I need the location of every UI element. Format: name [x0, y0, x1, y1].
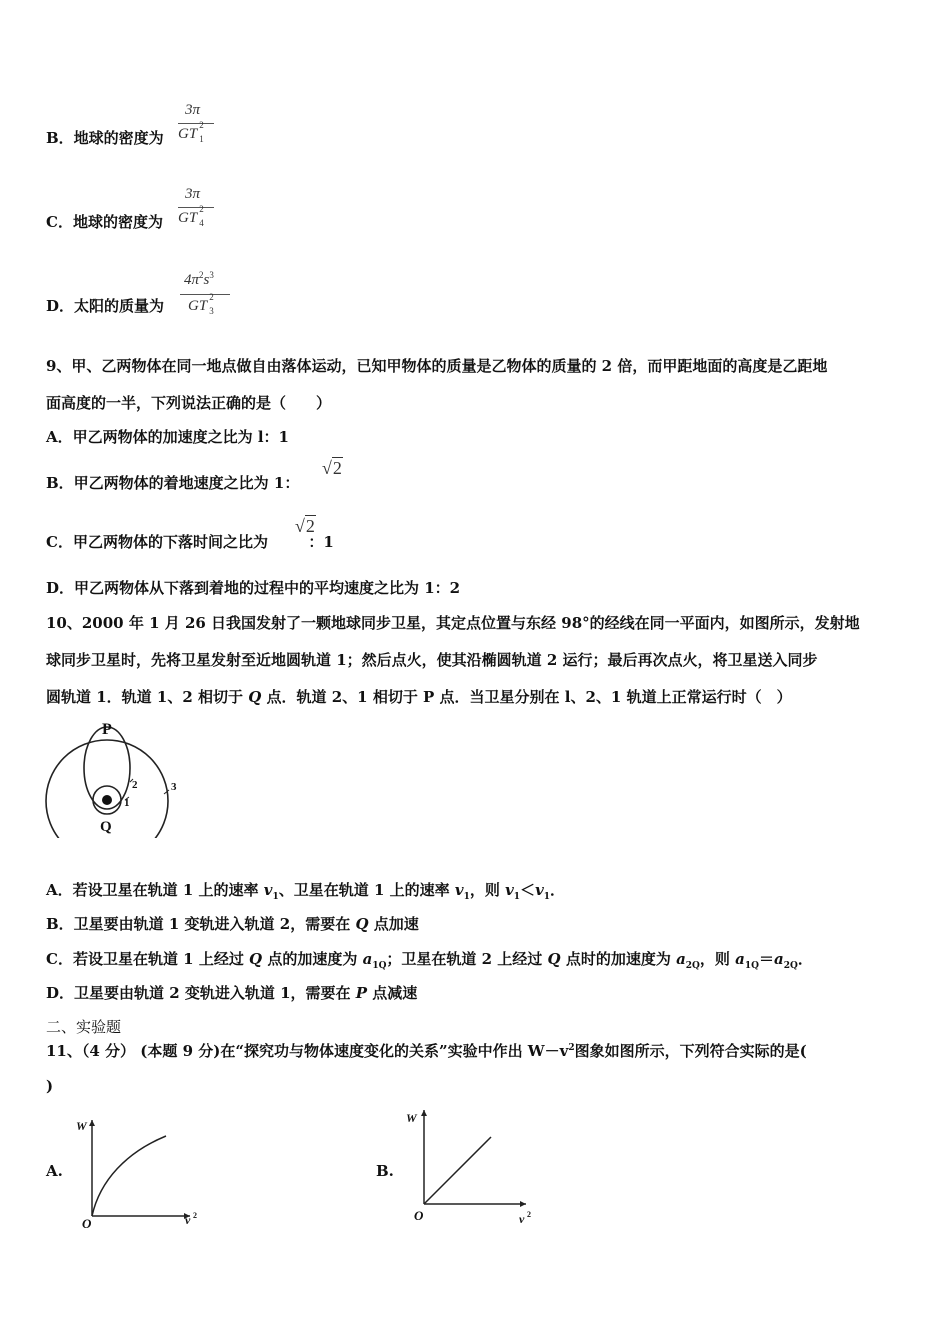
q8-option-b-fraction — [178, 102, 218, 152]
q8-option-c-fraction — [178, 186, 218, 236]
label-q: Q — [100, 819, 112, 835]
section-title: 二、实验题 — [46, 1018, 122, 1036]
fraction-denominator: GT 2 1 — [178, 120, 204, 144]
q9-option-c[interactable] — [46, 531, 334, 552]
fraction-numerator: $4\pi^2s^3$ — [184, 270, 214, 288]
q9-option-a[interactable]: A．甲乙两物体的加速度之比为 l：1 — [46, 428, 289, 446]
x-axis-sup: 2 — [193, 1211, 197, 1220]
q10-stem-line1: 10、2000 年 1 月 26 日我国发射了一颗地球同步卫星，其定点位置与东经 98°的经线在同一平面内，如图所示，发射地 — [46, 614, 860, 632]
q10-orbit-diagram — [40, 716, 190, 838]
q8-option-d-label: D．太阳的质量为 — [46, 297, 165, 315]
q8-option-d[interactable] — [46, 295, 164, 316]
q8-option-c-label: C．地球的密度为 — [46, 213, 163, 231]
q9-stem-line2: 面高度的一半，下列说法正确的是（ ） — [46, 394, 332, 412]
q10-stem-line3: 圆轨道 1．轨道 1、2 相切于 Q 点．轨道 2、1 相切于 P 点．当卫星分别在 l、2、1 轨道上正常运行时（ ） — [46, 688, 792, 706]
x-axis-label: v — [185, 1213, 191, 1227]
q9-stem-line1: 9、甲、乙两物体在同一地点做自由落体运动，已知甲物体的质量是乙物体的质量的 2 倍，而甲距地面的高度是乙距地 — [46, 357, 828, 375]
q11-option-a-label[interactable]: A. — [46, 1162, 63, 1180]
q10-option-b[interactable]: B．卫星要由轨道 1 变轨进入轨道 2，需要在 Q 点加速 — [46, 915, 419, 933]
x-arrow — [520, 1201, 526, 1207]
label-2: 2 — [132, 779, 138, 791]
origin-label: O — [414, 1208, 424, 1223]
q11-graph-b — [402, 1104, 542, 1226]
q9-option-b[interactable] — [46, 472, 299, 493]
earth — [102, 795, 112, 805]
fraction-bar — [180, 294, 230, 295]
q8-option-d-fraction — [180, 270, 232, 324]
label-1: 1 — [124, 797, 130, 809]
q8-option-c[interactable] — [46, 211, 163, 232]
q11-stem-line2: ) — [46, 1077, 54, 1095]
x-axis-sup: 2 — [527, 1210, 531, 1219]
q10-option-a[interactable]: A．若设卫星在轨道 1 上的速率 $v_1$、卫星在轨道 1 上的速率 $v_1$，则 $v_1<v_1$． — [46, 881, 566, 902]
fraction-numerator: 3π — [185, 186, 201, 202]
label-p: P — [102, 721, 112, 738]
curve-sqrt — [92, 1136, 166, 1216]
q9-option-b-sqrt: √2 — [322, 458, 342, 478]
q10-option-d[interactable]: D．卫星要由轨道 2 变轨进入轨道 1，需要在 P 点减速 — [46, 984, 418, 1002]
q9-option-d[interactable]: D．甲乙两物体从下落到着地的过程中的平均速度之比为 1：2 — [46, 579, 461, 597]
x-axis-label: v — [519, 1212, 525, 1226]
fraction-denominator: GT 2 3 — [188, 292, 214, 316]
q8-option-b[interactable] — [46, 127, 164, 148]
q11-graph-a — [72, 1110, 212, 1230]
origin-label: O — [82, 1216, 92, 1230]
fraction-bar — [178, 123, 214, 124]
q9-option-c-sqrt: √2 — [295, 516, 315, 536]
q8-option-b-label: B．地球的密度为 — [46, 129, 164, 147]
q9-option-c-label: C．甲乙两物体的下落时间之比为 — [46, 533, 268, 551]
q11-stem-line1: 11、（4 分） (本题 9 分)在“探究功与物体速度变化的关系”实验中作出 $W-v^2$图象如图所示，下列符合实际的是( — [46, 1042, 807, 1060]
y-arrow — [89, 1120, 95, 1126]
fraction-numerator: 3π — [185, 102, 201, 118]
line-linear — [424, 1137, 491, 1204]
q9-option-c-tail: ：1 — [308, 533, 334, 551]
fraction-bar — [178, 207, 214, 208]
fraction-denominator: GT 2 4 — [178, 204, 204, 228]
q9-option-b-label: B．甲乙两物体的着地速度之比为 1： — [46, 474, 300, 492]
y-arrow — [421, 1110, 427, 1116]
q10-option-c[interactable]: C．若设卫星在轨道 1 上经过 Q 点的加速度为 $a_{1Q}$；卫星在轨道 2 上经过 Q 点时的加速度为 $a_{2Q}$，则 $a_{1Q}=a_{2Q}$． — [46, 950, 813, 971]
label-3: 3 — [171, 781, 177, 793]
q10-stem-line2: 球同步卫星时，先将卫星发射至近地圆轨道 1；然后点火，使其沿椭圆轨道 2 运行；最后再次点火，将卫星送入同步 — [46, 651, 818, 669]
y-axis-label: W — [76, 1119, 87, 1133]
y-axis-label: W — [406, 1111, 417, 1125]
q11-option-b-label[interactable]: B. — [376, 1162, 394, 1180]
